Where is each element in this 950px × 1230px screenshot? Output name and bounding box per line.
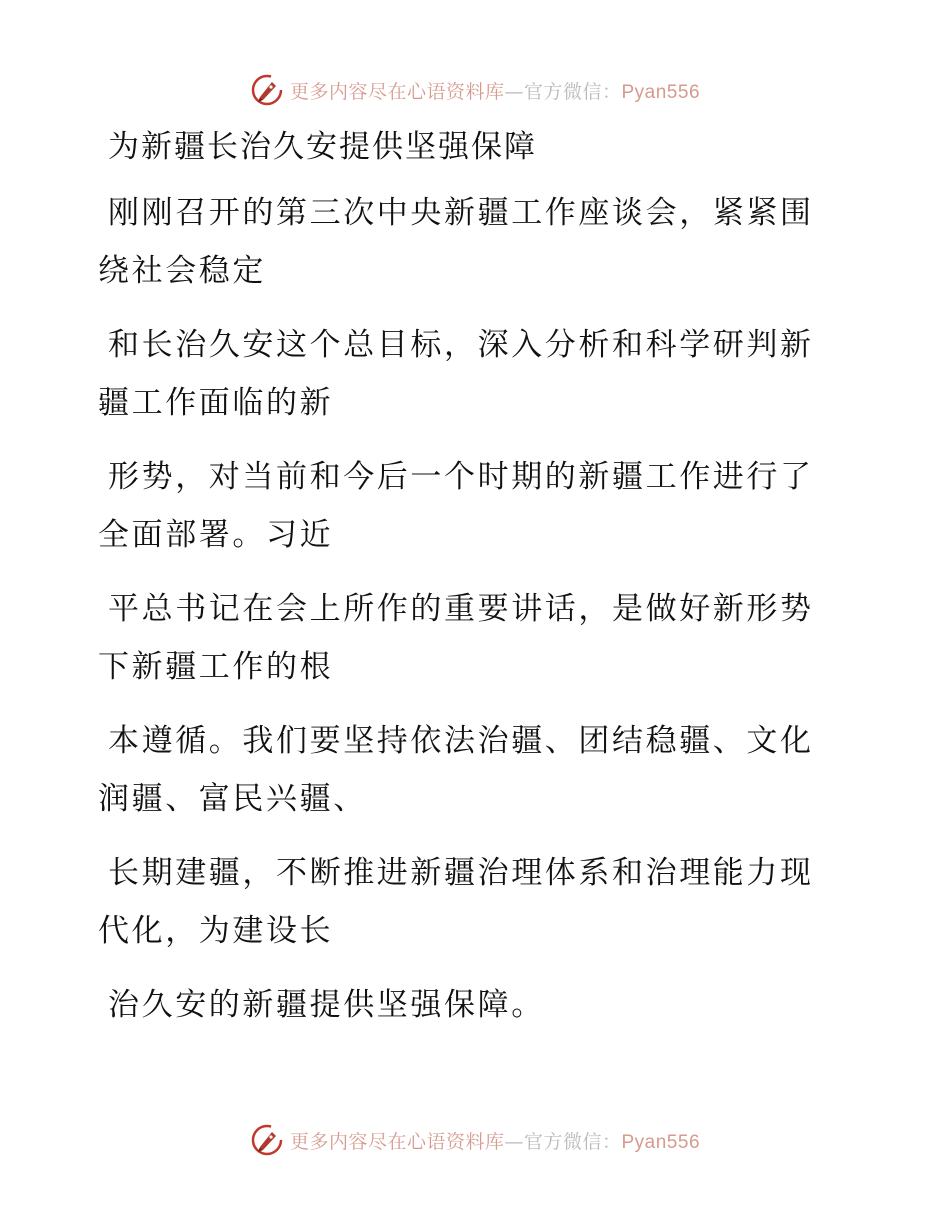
paragraph-line: 下新疆工作的根	[98, 649, 334, 685]
paragraph-line: 治久安的新疆提供坚强保障。	[108, 987, 545, 1023]
paragraph	[98, 976, 838, 1034]
paragraph-line: 刚刚召开的第三次中央新疆工作座谈会，紧紧围	[108, 195, 814, 231]
pen-nib-logo-icon	[250, 73, 284, 107]
watermark-wechat-label: —官方微信：	[504, 1130, 622, 1153]
paragraph-line: 润疆、富民兴疆、	[98, 781, 367, 817]
paragraph-line: 代化，为建设长	[98, 913, 334, 949]
paragraph	[98, 316, 838, 432]
paragraph	[98, 448, 838, 564]
paragraph-line: 平总书记在会上所作的重要讲话，是做好新形势	[108, 591, 814, 627]
paragraph-line: 形势，对当前和今后一个时期的新疆工作进行了	[108, 459, 814, 495]
paragraph-line: 绕社会稳定	[98, 253, 266, 289]
paragraph-line: 长期建疆，不断推进新疆治理体系和治理能力现	[108, 855, 814, 891]
paragraph-line: 全面部署。习近	[98, 517, 334, 553]
paragraph-line: 和长治久安这个总目标，深入分析和科学研判新	[108, 327, 814, 363]
watermark-site-name: 更多内容尽在心语资料库	[289, 1130, 505, 1153]
paragraph	[98, 580, 838, 696]
paragraph-line: 疆工作面临的新	[98, 385, 334, 421]
document-title: 为新疆长治久安提供坚强保障	[108, 129, 537, 165]
paragraph	[98, 844, 838, 960]
document-body	[98, 118, 838, 1050]
watermark-wechat-id: Pyan556	[621, 1131, 701, 1153]
watermark-footer	[0, 1120, 950, 1160]
paragraph	[98, 712, 838, 828]
watermark-site-name: 更多内容尽在心语资料库	[289, 80, 505, 103]
paragraph	[98, 184, 838, 300]
watermark-wechat-id: Pyan556	[621, 81, 701, 103]
pen-nib-logo-icon	[250, 1123, 284, 1157]
watermark-header	[0, 70, 950, 110]
watermark-text	[290, 1127, 700, 1154]
watermark-wechat-label: —官方微信：	[504, 80, 622, 103]
paragraph-line: 本遵循。我们要坚持依法治疆、团结稳疆、文化	[108, 723, 814, 759]
watermark-text	[290, 77, 700, 104]
